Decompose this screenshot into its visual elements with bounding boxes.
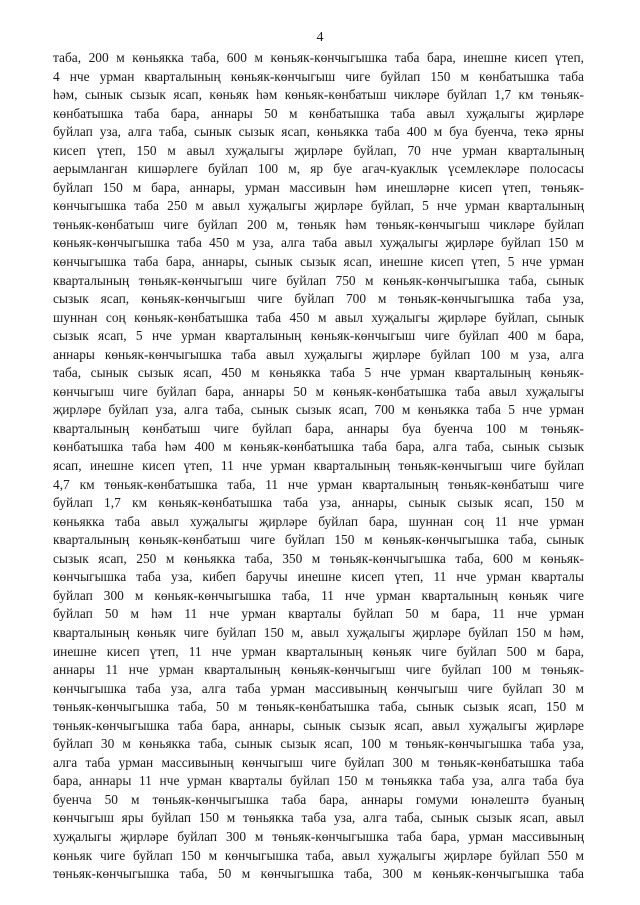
text-line: көнчыгышка таба 250 м авыл хуҗалыгы җирләре буйлап, 5 нче урман кварталының [53,198,584,214]
text-line: һәм, сынык сызык ясап, көньяк һәм көньяк-көнбатыш чикләре буйлап 1,7 км төньяк- [53,87,584,103]
text-line: 4 нче урман кварталының көньяк-көнчыгыш чиге буйлап 150 м көнбатышка таба [53,68,584,84]
text-line: көнчыгыш яры буйлап 150 м төньякка таба уза, алга таба, сынык сызык ясап, авыл [53,810,584,826]
text-line: таба, 200 м көньякка таба, 600 м көньяк-көнчыгышка таба бара, инешне кисеп үтеп, [53,50,584,65]
text-line: көнчыгышка таба уза, алга таба урман массивының көнчыгыш чиге буйлап 30 м [53,680,584,696]
text-line: төньяк-көнчыгышка таба, 50 м көнчыгышка таба, 300 м көньяк-көнчыгышка таба [53,866,584,882]
text-line: 4,7 км төньяк-көнбатышка таба, 11 нче урман кварталының төньяк-көнбатыш чиге [53,476,584,492]
text-line: төньяк-көнбатыш чиге буйлап 200 м, төньяк һәм төньяк-көнчыгыш чикләре буйлап [53,216,584,232]
text-line: инешне кисеп үтеп, 11 нче урман кварталының көньяк чиге буйлап 500 м бара, [53,643,584,659]
body-text [53,49,584,884]
page-number: 4 [316,30,324,45]
text-line: буйлап 30 м көньякка таба, сынык сызык ясап, 100 м төньяк-көнчыгышка таба уза, [53,736,584,752]
text-line: көнчыгышка таба бара, аннары, сынык сызык ясап, инешне кисеп үтеп, 5 нче урман [53,254,584,270]
text-line: көньяк чиге буйлап 150 м көнчыгышка таба, авыл хуҗалыгы җирләре буйлап 550 м [53,847,584,863]
text-line: көньякка таба авыл хуҗалыгы җирләре буйлап бара, шуннан соң 11 нче урман [53,513,584,529]
text-line: кварталының төньяк-көнчыгыш чиге буйлап 750 м көньяк-көнчыгышка таба, сынык [53,272,584,288]
text-line: бара, аннары 11 нче урман кварталы буйлап 150 м төньякка таба уза, алга таба буа [53,773,584,789]
text-line: буйлап уза, алга таба, сынык сызык ясап, көньякка таба 400 м буа буенча, текә ярны [53,124,584,140]
text-line: көнбатышка таба һәм 400 м көньяк-көнбатышка таба бара, алга таба, сынык сызык [53,439,584,455]
text-line: буенча 50 м төньяк-көнчыгышка таба бара, аннары гомуми юнәлештә буаның [53,791,584,807]
text-line: көньяк-көнчыгышка таба 450 м уза, алга таба авыл хуҗалыгы җирләре буйлап 150 м [53,235,584,251]
text-line: аерымланган кишәрлеге буйлап 100 м, яр буе агач-куаклык үсемлекләре полосасы [53,161,584,177]
text-line: ясап, инешне кисеп үтеп, 11 нче урман кварталының төньяк-көнчыгыш чиге буйлап [53,458,584,474]
text-line: таба, сынык сызык ясап, 450 м көньякка таба 5 нче урман кварталының көньяк- [53,365,584,381]
text-line: алга таба урман массивының көнчыгыш чиге буйлап 300 м төньяк-көнбатышка таба [53,754,584,770]
text-line: җирләре буйлап уза, алга таба, сынык сызык ясап, 700 м көньякка таба 5 нче урман [53,402,584,418]
text-line: кварталының көньяк-көнбатыш чиге буйлап 150 м көньяк-көнчыгышка таба, сынык [53,532,584,548]
text-line: буйлап 300 м көньяк-көнчыгышка таба, 11 нче урман кварталының көньяк чиге [53,587,584,603]
text-line: сызык ясап, 250 м көньякка таба, 350 м төньяк-көнчыгышка таба, 600 м көньяк- [53,550,584,566]
text-line: кварталының көньяк чиге буйлап 150 м, авыл хуҗалыгы җирләре буйлап 150 м һәм, [53,624,584,640]
text-line: төньяк-көнчыгышка таба бара, аннары, сынык сызык ясап, авыл хуҗалыгы җирләре [53,717,584,733]
text-line: аннары көньяк-көнчыгышка таба авыл хуҗалыгы җирләре буйлап 100 м уза, алга [53,346,584,362]
text-line: сызык ясап, 5 нче урман кварталының көньяк-көнчыгыш чиге буйлап 400 м бара, [53,328,584,344]
text-line: кварталының көнбатыш чиге буйлап бара, аннары буа буенча 100 м төньяк- [53,420,584,436]
text-line: кисеп үтеп, 150 м авыл хуҗалыгы җирләре буйлап, 70 нче урман кварталының [53,142,584,158]
text-line: көнчыгышка таба уза, кибеп баручы инешне кисеп үтеп, 11 нче урман кварталы [53,569,584,585]
text-line: буйлап 50 м һәм 11 нче урман кварталы буйлап 50 м бара, 11 нче урман [53,606,584,622]
text-line: көнбатышка таба бара, аннары 50 м көнбатышка таба авыл хуҗалыгы җирләре [53,105,584,121]
text-line: көнчыгыш чиге буйлап бара, аннары 50 м көньяк-көнбатышка таба авыл хуҗалыгы [53,383,584,399]
text-line: хуҗалыгы җирләре буйлап 300 м төньяк-көнчыгышка таба бара, урман массивының [53,828,584,844]
text-line: шуннан соң көньяк-көнбатышка таба 450 м авыл хуҗалыгы җирләре буйлап, сынык [53,309,584,325]
text-line: буйлап 1,7 км көньяк-көнбатышка таба уза, аннары, сынык сызык ясап, 150 м [53,495,584,511]
text-line: төньяк-көнчыгышка таба, 50 м төньяк-көнбатышка таба, сынык сызык ясап, 150 м [53,699,584,715]
text-line: буйлап 150 м бара, аннары, урман массивын һәм инешләрне кисеп үтеп, төньяк- [53,179,584,195]
text-line: сызык ясап, көньяк-көнчыгыш чиге буйлап 700 м төньяк-көнчыгышка таба уза, [53,291,584,307]
text-line: аннары 11 нче урман кварталының көньяк-көнчыгыш чиге буйлап 100 м төньяк- [53,662,584,678]
